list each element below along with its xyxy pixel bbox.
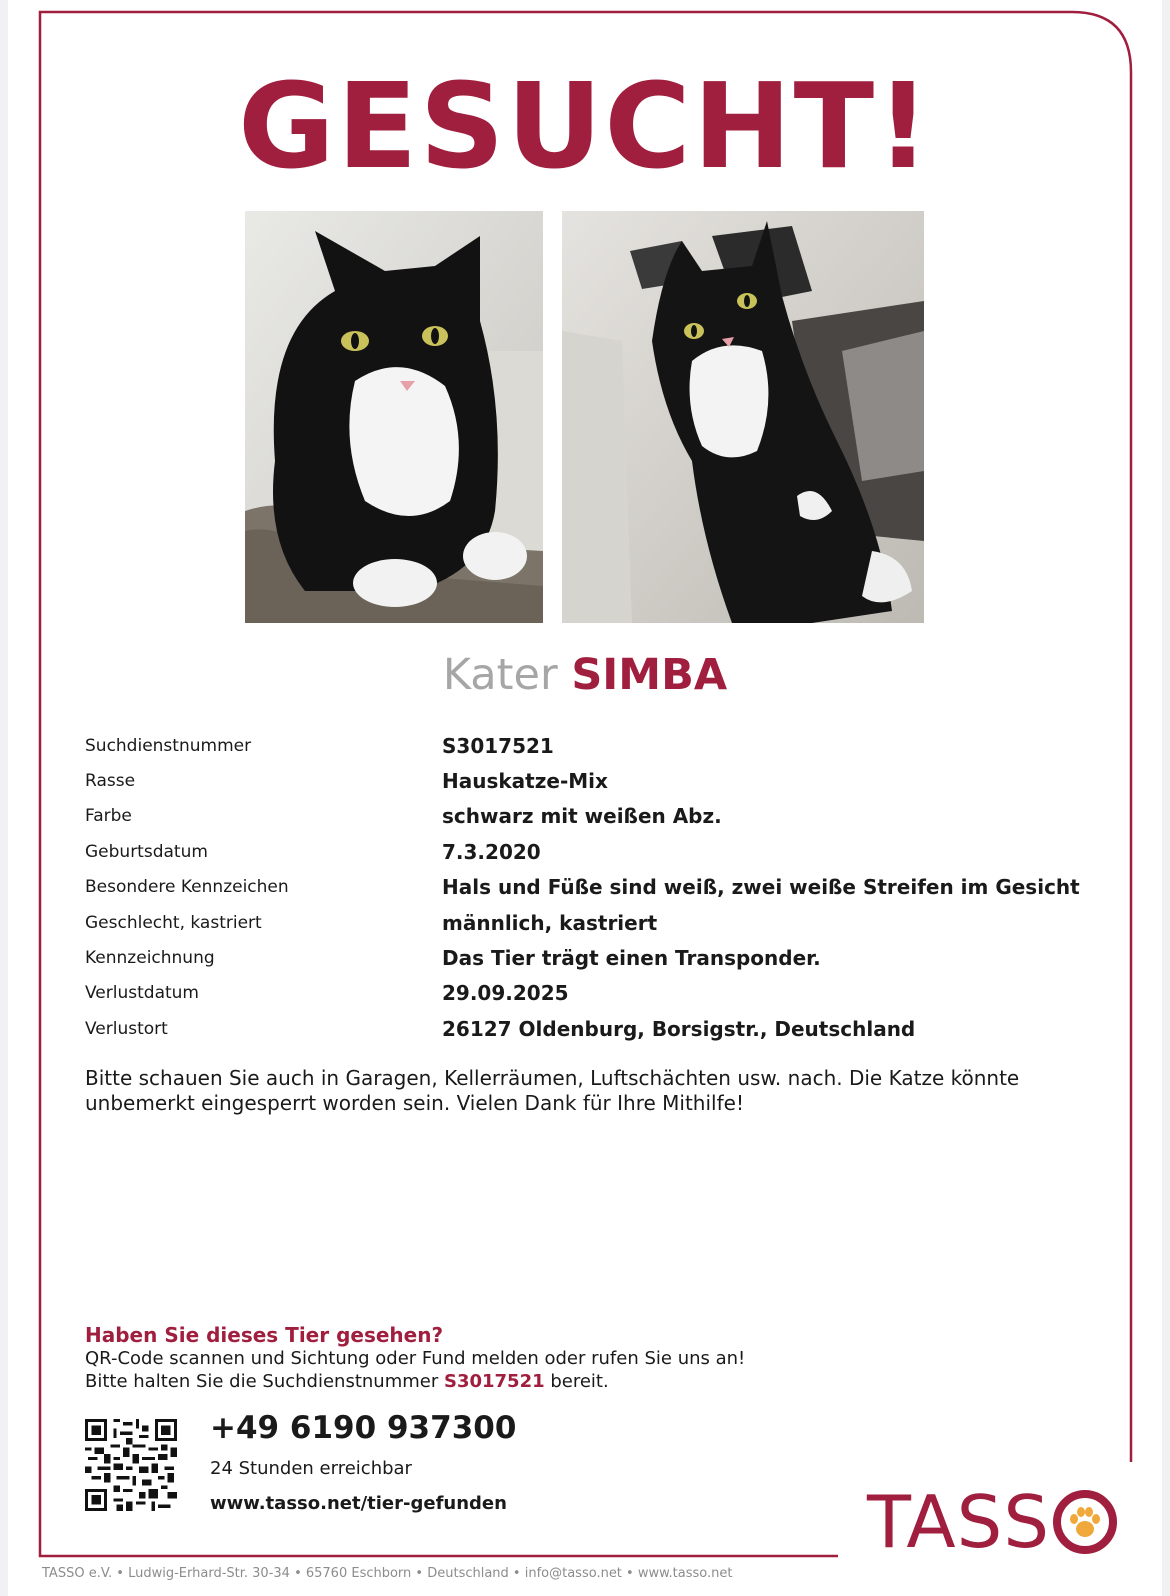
page-shadow-right — [1162, 0, 1170, 1596]
cta-line-1: QR-Code scannen und Sichtung oder Fund melden oder rufen Sie uns an! — [85, 1348, 746, 1369]
detail-row-geburtsdatum — [85, 834, 1085, 869]
detail-row-suchdienstnummer — [85, 728, 1085, 763]
detail-row-farbe — [85, 799, 1085, 834]
detail-label: Geburtsdatum — [85, 841, 208, 862]
animal-name — [0, 650, 1170, 702]
footer-address: TASSO e.V. • Ludwig-Erhard-Str. 30-34 • 65760 Eschborn • Deutschland • info@tasso.net • www.tasso.net — [42, 1566, 733, 1581]
cat-photo-looking-up-icon — [562, 211, 924, 623]
detail-value: männlich, kastriert — [442, 910, 658, 935]
cta-line-2 — [85, 1371, 609, 1392]
logo-text: TASS — [867, 1480, 1051, 1564]
cta-title: Haben Sie dieses Tier gesehen? — [85, 1323, 444, 1347]
cat-photo-sitting-icon — [245, 211, 543, 623]
detail-label: Verlustdatum — [85, 983, 199, 1004]
detail-row-verlustdatum — [85, 976, 1085, 1011]
headline: GESUCHT! — [238, 57, 932, 195]
website-link[interactable]: www.tasso.net/tier-gefunden — [210, 1493, 507, 1514]
detail-value: 26127 Oldenburg, Borsigstr., Deutschland — [442, 1016, 916, 1041]
cat-photo-1 — [245, 211, 543, 623]
detail-row-rasse — [85, 763, 1085, 798]
detail-label: Verlustort — [85, 1018, 168, 1039]
notice-line-2: unbemerkt eingesperrt worden sein. Vielen Dank für Ihre Mithilfe! — [85, 1091, 744, 1115]
animal-type: Kater — [442, 650, 558, 700]
cat-photo-2 — [562, 211, 924, 623]
paw-icon — [1052, 1489, 1118, 1555]
detail-row-geschlecht — [85, 905, 1085, 940]
detail-label: Kennzeichnung — [85, 948, 215, 969]
detail-row-verlustort — [85, 1011, 1085, 1046]
notice-text — [85, 1066, 1045, 1116]
detail-label: Farbe — [85, 806, 132, 827]
phone-number[interactable]: +49 6190 937300 — [210, 1410, 517, 1446]
availability-text: 24 Stunden erreichbar — [210, 1458, 412, 1479]
detail-value: Hals und Füße sind weiß, zwei weiße Streifen im Gesicht — [442, 875, 1080, 900]
detail-value: 7.3.2020 — [442, 839, 541, 864]
detail-value: schwarz mit weißen Abz. — [442, 804, 722, 829]
cta-line-2-before: Bitte halten Sie die Suchdienstnummer — [85, 1371, 444, 1392]
tasso-logo — [867, 1482, 1118, 1562]
detail-label: Besondere Kennzeichen — [85, 877, 289, 898]
qr-code-icon[interactable] — [85, 1419, 177, 1511]
cta-search-number: S3017521 — [443, 1371, 545, 1392]
animal-name-value: SIMBA — [571, 650, 728, 700]
detail-row-besondere-kennzeichen — [85, 870, 1085, 905]
detail-value: Das Tier trägt einen Transponder. — [442, 946, 821, 971]
detail-value: Hauskatze-Mix — [442, 769, 608, 794]
detail-value: S3017521 — [442, 733, 554, 758]
cta-line-2-after: bereit. — [544, 1371, 609, 1392]
detail-label: Suchdienstnummer — [85, 735, 252, 756]
detail-label: Geschlecht, kastriert — [85, 912, 262, 933]
notice-line-1: Bitte schauen Sie auch in Garagen, Kellerräumen, Luftschächten usw. nach. Die Katze könnte — [85, 1066, 1020, 1090]
details-table — [85, 728, 1085, 1047]
detail-row-kennzeichnung — [85, 940, 1085, 975]
detail-value: 29.09.2025 — [442, 981, 569, 1006]
detail-label: Rasse — [85, 771, 136, 792]
page-shadow-left — [0, 0, 8, 1596]
